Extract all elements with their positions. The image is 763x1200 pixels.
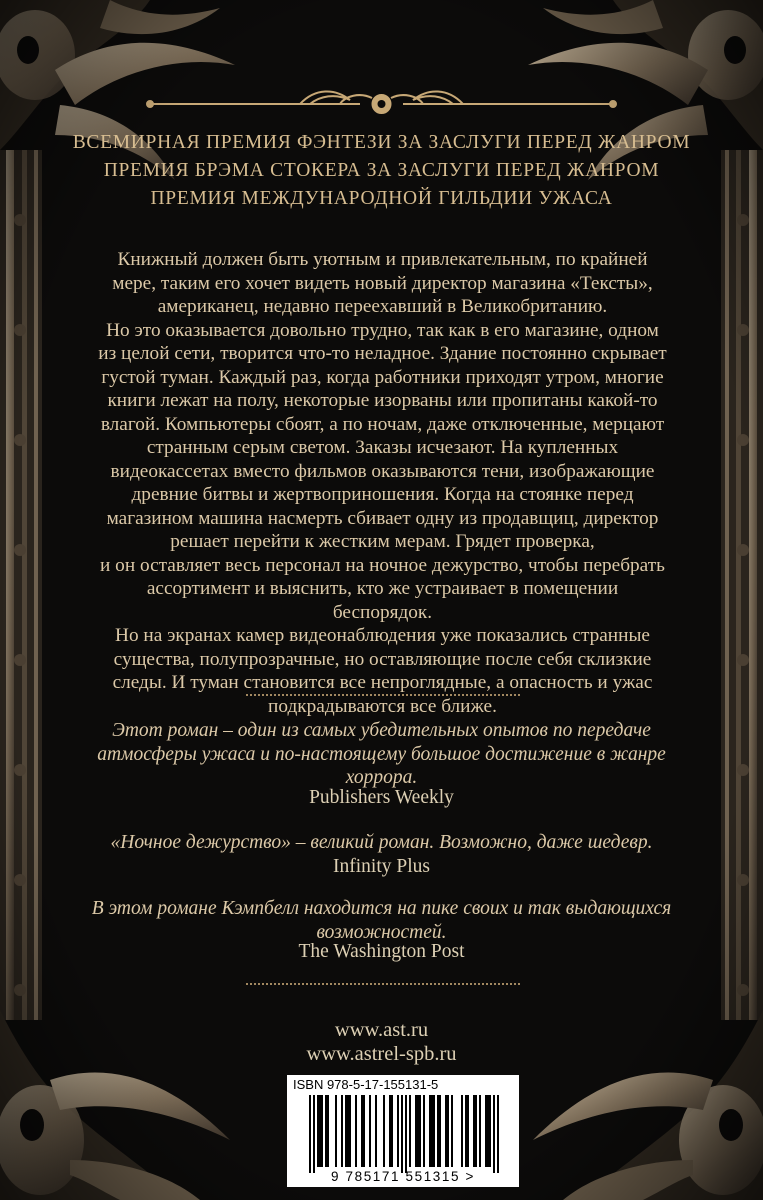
barcode-bar	[389, 1095, 391, 1167]
barcode-bar	[479, 1095, 481, 1167]
synopsis-paragraph: Но на экранах камер видеонаблюдения уже показались странные существа, полупрозрачные, но оставляющие после себя склизкие следы. И туман становится все непроглядные, а опасность и ужас подкрадываются все ближе.	[112, 625, 653, 717]
dotted-divider	[245, 694, 520, 696]
barcode-bar	[313, 1095, 315, 1173]
barcode-bar	[423, 1095, 425, 1167]
barcode-bar	[447, 1095, 449, 1167]
barcode-bar	[347, 1095, 349, 1167]
barcode-bar	[383, 1095, 385, 1167]
barcode-bar	[475, 1095, 477, 1167]
barcode-bar	[363, 1095, 365, 1167]
award-line-3: ПРЕМИЯ МЕЖДУНАРОДНОЙ ГИЛЬДИИ УЖАСА	[150, 188, 613, 209]
barcode-bar	[325, 1095, 327, 1167]
review-quote-3: В этом романе Кэмпбелл находится на пике своих и так выдающихся возможностей.	[91, 898, 672, 943]
barcode-bar	[319, 1095, 321, 1167]
barcode-bar	[431, 1095, 433, 1167]
synopsis-paragraph: Книжный должен быть уютным и привлекательным, по крайней мере, таким его хочет видеть новый директор магазина «Тексты», американец, недавно переехавший в Великобританию.	[112, 249, 653, 317]
barcode-bar	[489, 1095, 491, 1167]
barcode-bar	[417, 1095, 419, 1167]
barcode-bar	[415, 1095, 417, 1167]
barcode-bar	[493, 1095, 495, 1173]
barcode-bar	[439, 1095, 441, 1167]
barcode-bar	[405, 1095, 407, 1173]
website-link-ast[interactable]: www.ast.ru	[334, 1019, 429, 1041]
barcode-bar	[341, 1095, 343, 1167]
isbn-label: ISBN 978-5-17-155131-5	[293, 1077, 439, 1092]
barcode-bar	[369, 1095, 371, 1167]
barcode-bar	[465, 1095, 467, 1167]
barcode-bar	[401, 1095, 403, 1173]
barcode-bar	[437, 1095, 439, 1167]
barcode-bar	[445, 1095, 447, 1167]
barcode-bar	[349, 1095, 351, 1167]
barcode-bar	[361, 1095, 363, 1167]
review-quote-1: Этот роман – один из самых убедительных опытов по передаче атмосферы ужаса и по-настоящему большое достижение в жанре хоррора.	[97, 720, 666, 788]
review-source-2: Infinity Plus	[333, 856, 430, 877]
award-line-1: ВСЕМИРНАЯ ПРЕМИЯ ФЭНТЕЗИ ЗА ЗАСЛУГИ ПЕРЕД ЖАНРОМ	[72, 132, 691, 153]
barcode-bar	[451, 1095, 453, 1167]
barcode-bar	[461, 1095, 463, 1167]
barcode-bar	[391, 1095, 393, 1167]
website-link-astrel[interactable]: www.astrel-spb.ru	[306, 1043, 457, 1065]
barcode-bar	[321, 1095, 323, 1167]
synopsis-paragraph: и он оставляет весь персонал на ночное дежурство, чтобы перебрать ассортимент и выяснить, кто же устраивает в помещении беспорядок.	[100, 554, 665, 623]
barcode-bar	[429, 1095, 431, 1167]
dotted-divider	[245, 983, 520, 985]
barcode-bar	[497, 1095, 499, 1173]
barcode-bar	[409, 1095, 411, 1167]
synopsis-paragraph: Но это оказывается довольно трудно, так как в его магазине, одном из целой сети, творится что-то неладное. Здание постоянно скрывает густой туман. Каждый раз, когда работники приходят утром, многие книги лежат на полу, некоторые изорваны или пропитаны какой-то влагой. Компьютеры сбоят, а по ночам, даже отключенные, мерцают странным серым светом. Заказы исчезают. На купленных видеокассетах вместо фильмов оказываются тени, изображающие древние битвы и жертвоприношения. Когда на стоянке перед магазином машина насмерть сбивает одну из продавщиц, директор решает перейти к жестким мерам. Грядет проверка,	[98, 319, 667, 552]
review-quote-2: «Ночное дежурство» – великий роман. Возможно, даже шедевр.	[110, 832, 653, 853]
barcode-bar	[433, 1095, 435, 1167]
synopsis-block	[95, 248, 670, 718]
barcode-bar	[473, 1095, 475, 1167]
barcode-bar	[375, 1095, 377, 1167]
barcode-bar	[467, 1095, 469, 1167]
barcode-bar	[419, 1095, 421, 1167]
review-source-3: The Washington Post	[298, 941, 465, 962]
barcode-bar	[327, 1095, 329, 1167]
award-line-2: ПРЕМИЯ БРЭМА СТОКЕРА ЗА ЗАСЛУГИ ПЕРЕД ЖАНРОМ	[103, 160, 660, 181]
barcode-bar	[355, 1095, 357, 1167]
barcode-bar	[345, 1095, 347, 1167]
barcode-bar	[317, 1095, 319, 1167]
barcode-bar	[309, 1095, 311, 1173]
review-source-1: Publishers Weekly	[309, 787, 454, 808]
barcode-digits: 9 785171 551315 >	[331, 1169, 475, 1184]
barcode-bar	[485, 1095, 487, 1167]
barcode-bar	[487, 1095, 489, 1167]
barcode-panel	[287, 1075, 519, 1187]
barcode-bar	[397, 1095, 399, 1167]
barcode-bar	[335, 1095, 337, 1167]
